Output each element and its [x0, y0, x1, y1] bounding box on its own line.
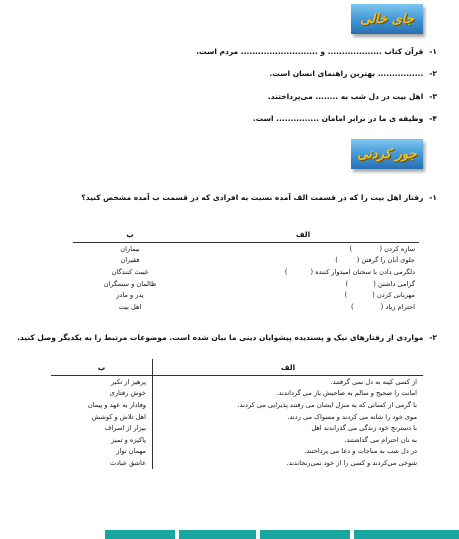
item-number: ۳- [429, 92, 437, 101]
behavior-text: از کسی کینه به دل نمی گرفتند. [330, 377, 417, 386]
item-number: ۲- [429, 69, 437, 78]
column-header-alef: الف [153, 359, 424, 376]
option-text: دلگرمی دادن با سخنان امیدوار کننده [315, 267, 415, 276]
section1-title-banner [351, 4, 423, 34]
question-text: مواردی از رفتارهای نیک و پسندیده پیشوایان دینی ما بیان شده است. موضوعات مرتبط را به یکدیگر وصل کنید. [17, 333, 424, 342]
behavior-text: شوخی می‌کردند و کسی را از خود نمی‌رنجاندند. [286, 458, 417, 467]
trait-text: وفادار به عهد و پیمان [51, 399, 153, 411]
option-text: گرامی داشتن [377, 279, 415, 288]
behavior-text: در دل شب به مناجات و دعا می پرداختند. [304, 447, 417, 456]
table-row [51, 446, 423, 458]
section2-title-banner [351, 139, 423, 169]
trait-text: پرهیز از تکبر [51, 376, 153, 388]
table-row [51, 388, 423, 400]
section2-title: جور کردنی [357, 146, 417, 162]
question-number: ۱- [429, 193, 437, 202]
table-row [51, 457, 423, 469]
matching-question-1 [81, 193, 437, 202]
option-text: جلوی آنان را گرفتن [361, 256, 415, 265]
table-row [73, 255, 419, 267]
table-row [51, 376, 423, 388]
behavior-text: به نان احترام می گذاشتند. [344, 435, 417, 444]
option-text: پدر و مادر [116, 291, 144, 300]
matching-table-2 [51, 359, 423, 469]
table-row [73, 301, 419, 313]
matching-question-2 [17, 333, 437, 342]
answer-blank[interactable]: ( ) [345, 279, 376, 288]
section1-title: جای خالی [360, 11, 414, 27]
option-text: احترام زیاد [385, 302, 415, 311]
option-text: فقیران [120, 256, 140, 265]
answer-blank[interactable]: ( ) [344, 291, 375, 300]
option-text: اهل بیت [118, 302, 142, 311]
fill-blank-item [253, 114, 437, 123]
table-row [73, 266, 419, 278]
item-text: قرآن کتاب ................... و ........................... مردم است. [196, 47, 424, 56]
fill-blank-item [269, 69, 437, 78]
footer-bar [260, 530, 350, 539]
item-text: ................ بهترین راهنمای انسان است. [269, 69, 424, 78]
item-text: وظیفه ی ما در برابر امامان ............... است. [252, 114, 424, 123]
item-number: ۴- [429, 114, 437, 123]
option-text: سازه کردن [384, 244, 415, 253]
trait-text: عاشق عبادت [51, 457, 153, 469]
answer-blank[interactable]: ( ) [284, 267, 314, 276]
option-text: بیماران [120, 244, 140, 253]
item-text: اهل بیت در دل شب به ........ می‌پرداختند. [267, 92, 424, 101]
fill-blank-item [196, 47, 437, 56]
footer-bar [179, 530, 256, 539]
item-number: ۱- [429, 47, 437, 56]
table-row [73, 289, 419, 301]
table-row [73, 243, 419, 255]
table-row [51, 422, 423, 434]
footer-bar [105, 530, 175, 539]
option-text: ظالمان و ستمگران [103, 279, 157, 288]
table-row [51, 411, 423, 423]
option-text: غیبت کنندگان [111, 267, 149, 276]
fill-blank-item [268, 92, 437, 101]
behavior-text: امانت را صحیح و سالم به صاحبش باز می گرداندند. [276, 389, 417, 398]
column-header-be: ب [73, 226, 187, 243]
footer-bar [354, 530, 459, 539]
trait-text: بیزار از اسراف [51, 422, 153, 434]
table-row [51, 399, 423, 411]
column-header-be: ب [51, 359, 153, 376]
option-text: مهربانی کردن [376, 291, 415, 300]
table-row [73, 278, 419, 290]
behavior-text: با گرمی از کسانی که به منزل ایشان می رفتند پذیرایی می کردند. [237, 400, 417, 409]
trait-text: اهل تلاش و کوشش [51, 411, 153, 423]
matching-table-1 [73, 226, 419, 313]
answer-blank[interactable]: ( ) [335, 256, 360, 265]
question-number: ۲- [429, 333, 437, 342]
behavior-text: موی خود را شانه می کردند و مسواک می زدند. [287, 412, 417, 421]
answer-blank[interactable]: ( ) [349, 244, 383, 253]
answer-blank[interactable]: ( ) [350, 302, 384, 311]
behavior-text: با دسترنج خود زندگی می گذراندند اهل [311, 424, 417, 433]
column-header-alef: الف [187, 226, 419, 243]
question-text: رفتار اهل بیت را که در قسمت الف آمده نسبت به افرادی که در قسمت ب آمده مشخص کنید؟ [81, 193, 424, 202]
trait-text: خوش رفتاری [51, 388, 153, 400]
trait-text: پاکیزه و تمیز [51, 434, 153, 446]
trait-text: مهمان نواز [51, 446, 153, 458]
table-row [51, 434, 423, 446]
